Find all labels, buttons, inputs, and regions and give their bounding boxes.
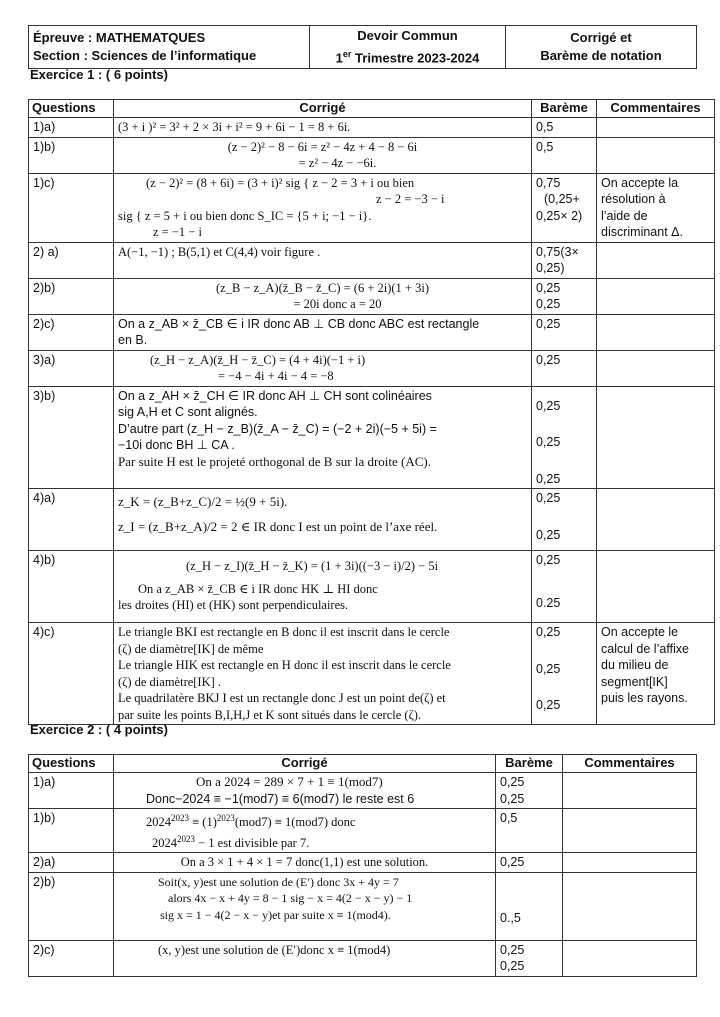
table-header-row — [29, 100, 715, 118]
question-cell: 1)a) — [29, 773, 114, 809]
table-row — [29, 386, 715, 489]
question-cell: 1)b) — [29, 809, 114, 853]
corrige-cell: On a z_AB × z̄_CB ∈ i IR donc AB ⊥ CB donc ABC est rectangle en B. — [114, 314, 532, 350]
question-cell: 4)b) — [29, 551, 114, 623]
comment-cell — [597, 551, 715, 623]
exercise-2-table — [28, 754, 697, 977]
corrige-cell: (z − 2)² = (8 + 6i) = (3 + i)² sig { z − 2 = 3 + i ou bien z − 2 = −3 − i sig { z = 5 + i ou bien donc S_IC = {5 + i; −1 − i}. z = −1 − i — [114, 173, 532, 242]
corrige-cell: (3 + i )² = 3² + 2 × 3i + i² = 9 + 6i − 1 = 8 + 6i. — [114, 118, 532, 138]
table-row — [29, 623, 715, 725]
table-row — [29, 872, 697, 940]
table-row — [29, 773, 697, 809]
comment-cell — [563, 773, 697, 809]
bareme-cell: 0.,5 — [496, 872, 563, 940]
table-row — [29, 118, 715, 138]
corrige-label: Corrigé et — [570, 30, 632, 46]
question-cell: 4)a) — [29, 489, 114, 551]
header-middle-cell — [310, 26, 506, 69]
question-cell: 2)c) — [29, 940, 114, 976]
table-row — [29, 940, 697, 976]
column-header: Corrigé — [114, 755, 496, 773]
question-cell: 2) a) — [29, 242, 114, 278]
corrige-cell: Le triangle BKI est rectangle en B donc il est inscrit dans le cercle (ζ) de diamètre[IK] de même Le triangle HIK est rectangle en H donc il est inscrit dans le cercle (ζ) de diamètre[IK] . Le quadrilatère BKJ I est un rectangle donc J est un point de(ζ) et par suite les points B,I,H,J et K sont situés dans le cercle (ζ). — [114, 623, 532, 725]
exercise-2-title: Exercice 2 : ( 4 points) — [30, 722, 168, 737]
corrige-cell: Soit(x, y)est une solution de (E′) donc 3x + 4y = 7 alors 4x − x + 4y = 8 − 1 sig − x = 4(2 − x − y) − 1 sig x = 1 − 4(2 − x − y)et par suite x ≡ 1(mod4). — [114, 872, 496, 940]
question-cell: 2)a) — [29, 853, 114, 873]
bareme-cell: 0,5 — [532, 118, 597, 138]
table-row — [29, 551, 715, 623]
column-header: Questions — [29, 100, 114, 118]
column-header: Commentaires — [563, 755, 697, 773]
corrige-cell: (z_B − z_A)(z̄_B − z̄_C) = (6 + 2i)(1 + 3i) = 20i donc a = 20 — [114, 278, 532, 314]
bareme-cell: 0,75 (0,25+ 0,25× 2) — [532, 173, 597, 242]
corrige-cell: (z_H − z_A)(z̄_H − z̄_C) = (4 + 4i)(−1 + i) = −4 − 4i + 4i − 4 = −8 — [114, 350, 532, 386]
table-row — [29, 278, 715, 314]
table-row — [29, 242, 715, 278]
column-header: Commentaires — [597, 100, 715, 118]
bareme-cell: 0,25 0,25 — [496, 773, 563, 809]
column-header: Barème — [532, 100, 597, 118]
bareme-cell: 0,5 — [532, 137, 597, 173]
bareme-cell: 0,25 0.25 — [532, 551, 597, 623]
question-cell: 2)c) — [29, 314, 114, 350]
devoir-label: Devoir Commun — [357, 28, 458, 43]
corrige-cell: (z − 2)² − 8 − 6i = z² − 4z + 4 − 8 − 6i = z² − 4z − −6i. — [114, 137, 532, 173]
comment-cell — [597, 278, 715, 314]
comment-cell — [563, 853, 697, 873]
table-row — [29, 173, 715, 242]
comment-cell — [563, 809, 697, 853]
question-cell: 2)b) — [29, 278, 114, 314]
bareme-label: Barème de notation — [540, 48, 662, 64]
comment-cell — [597, 137, 715, 173]
column-header: Barème — [496, 755, 563, 773]
header-table — [28, 25, 697, 69]
exercise-1-title: Exercice 1 : ( 6 points) — [30, 67, 168, 82]
comment-cell — [597, 118, 715, 138]
header-left-cell — [29, 26, 310, 69]
question-cell: 3)b) — [29, 386, 114, 489]
corrige-cell: On a z_AH × z̄_CH ∈ IR donc AH ⊥ CH sont colinéaires sig A,H et C sont alignés. D’autre part (z_H − z_B)(z̄_A − z̄_C) = (−2 + 2i)(−5 + 5i) = −10i donc BH ⊥ CA . Par suite H est le projeté orthogonal de B sur la droite (AC). — [114, 386, 532, 489]
trimestre-label: 1er Trimestre 2023-2024 — [335, 49, 480, 66]
corrige-cell: A(−1, −1) ; B(5,1) et C(4,4) voir figure . — [114, 242, 532, 278]
table-row — [29, 853, 697, 873]
question-cell: 4)c) — [29, 623, 114, 725]
bareme-cell: 0,25 — [532, 314, 597, 350]
corrige-cell: On a 3 × 1 + 4 × 1 = 7 donc(1,1) est une solution. — [114, 853, 496, 873]
bareme-cell: 0,25 0,25 0,25 — [532, 623, 597, 725]
bareme-cell: 0,25 0,25 — [496, 940, 563, 976]
column-header: Questions — [29, 755, 114, 773]
section-label: Section : Sciences de l’informatique — [33, 48, 257, 64]
comment-cell — [597, 350, 715, 386]
question-cell: 3)a) — [29, 350, 114, 386]
table-row — [29, 137, 715, 173]
table-row — [29, 350, 715, 386]
corrige-cell: $2024^{2023} \equiv (1)^{2023}(mod7) \equiv 1(mod7)$ donc $2024^{2023} - 1$ est divisible par 7. — [114, 809, 496, 853]
comment-cell — [597, 489, 715, 551]
comment-cell: On accepte le calcul de l’affixe du milieu de segment[IK] puis les rayons. — [597, 623, 715, 725]
bareme-cell: 0,25 — [496, 853, 563, 873]
epreuve-label: Épreuve : MATHEMATQUES — [33, 30, 206, 46]
bareme-cell: 0,75(3× 0,25) — [532, 242, 597, 278]
table-row — [29, 489, 715, 551]
comment-cell — [597, 242, 715, 278]
comment-cell: On accepte la résolution à l’aide de discriminant Δ. — [597, 173, 715, 242]
table-header-row — [29, 755, 697, 773]
table-row — [29, 809, 697, 853]
comment-cell — [597, 386, 715, 489]
bareme-cell: 0,25 0,25 0,25 — [532, 386, 597, 489]
comment-cell — [597, 314, 715, 350]
bareme-cell: 0,5 — [496, 809, 563, 853]
corrige-cell: On a 2024 = 289 × 7 + 1 ≡ 1(mod7) Donc−2024 ≡ −1(mod7) ≡ 6(mod7) le reste est 6 — [114, 773, 496, 809]
exercise-1-table — [28, 99, 715, 725]
question-cell: 1)c) — [29, 173, 114, 242]
corrige-cell: (x, y)est une solution de (E′)donc x ≡ 1(mod4) — [114, 940, 496, 976]
corrige-cell: (z_H − z_I)(z̄_H − z̄_K) = (1 + 3i)((−3 − i)/2) − 5i On a z_AB × z̄_CB ∈ i IR donc HK ⊥ HI donc les droites (HI) et (HK) sont perpendiculaires. — [114, 551, 532, 623]
corrige-cell: z_K = (z_B+z_C)/2 = ½(9 + 5i). z_I = (z_B+z_A)/2 = 2 ∈ IR donc I est un point de l’axe réel. — [114, 489, 532, 551]
comment-cell — [563, 872, 697, 940]
column-header: Corrigé — [114, 100, 532, 118]
table-row — [29, 314, 715, 350]
question-cell: 1)b) — [29, 137, 114, 173]
header-right-cell — [506, 26, 697, 69]
bareme-cell: 0,25 0,25 — [532, 489, 597, 551]
comment-cell — [563, 940, 697, 976]
bareme-cell: 0,25 — [532, 350, 597, 386]
bareme-cell: 0,25 0,25 — [532, 278, 597, 314]
question-cell: 2)b) — [29, 872, 114, 940]
question-cell: 1)a) — [29, 118, 114, 138]
